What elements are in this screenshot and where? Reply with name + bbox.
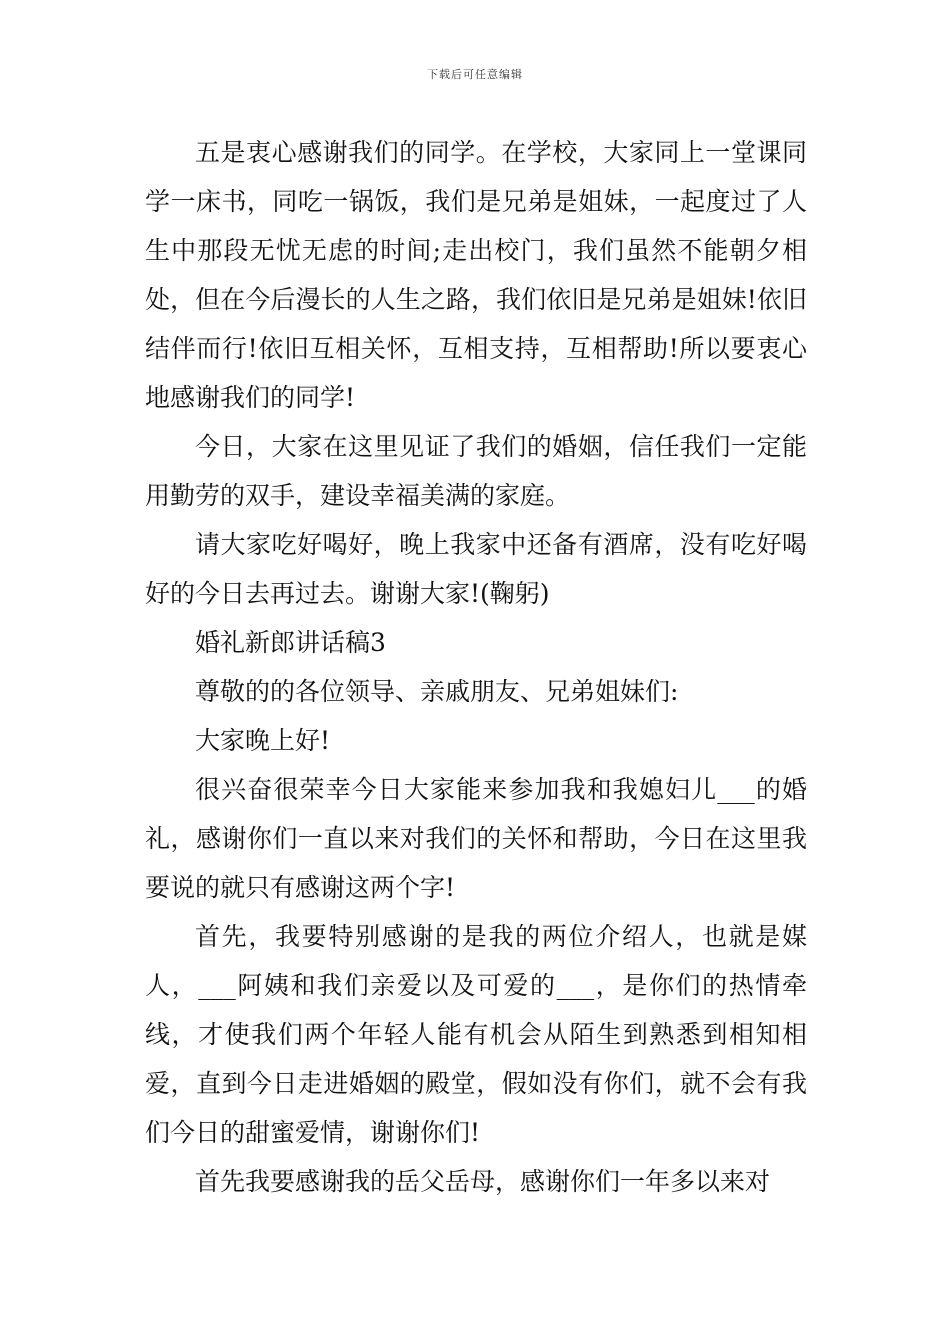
paragraph-thanks-classmates: 五是衷心感谢我们的同学。在学校，大家同上一堂课同学一床书，同吃一锅饭，我们是兄弟是姐妹，一起度过了人生中那段无忧无虑的时间;走出校门，我们虽然不能朝夕相处，但在今后漫长的人生之路，我们依旧是兄弟是姐妹!依旧结伴而行!依旧互相关怀，互相支持，互相帮助!所以要衷心地感谢我们的同学!: [145, 138, 807, 412]
paragraph-thanks-in-laws: 首先我要感谢我的岳父岳母，感谢你们一年多以来对: [195, 1167, 771, 1196]
section-heading: 婚礼新郎讲话稿3: [195, 628, 386, 657]
paragraph-thanks-matchmakers: 首先，我要特别感谢的是我的两位介绍人，也就是媒人，___阿姨和我们亲爱以及可爱的___，是你们的热情牵线，才使我们两个年轻人能有机会从陌生到熟悉到相知相爱，直到今日走进婚姻的殿堂，假如没有你们，就不会有我们今日的甜蜜爱情，谢谢你们!: [145, 922, 807, 1147]
paragraph-greeting: 大家晚上好!: [195, 726, 331, 755]
paragraph-gratitude: 很兴奋很荣幸今日大家能来参加我和我媳妇儿___的婚礼，感谢你们一直以来对我们的关怀和帮助，今日在这里我要说的就只有感谢这两个字!: [145, 775, 807, 902]
paragraph-salutation: 尊敬的的各位领导、亲戚朋友、兄弟姐妹们:: [195, 677, 679, 706]
paragraph-witness-marriage: 今日，大家在这里见证了我们的婚姻，信任我们一定能用勤劳的双手，建设幸福美满的家庭。: [145, 432, 807, 510]
paragraph-dinner-invitation: 请大家吃好喝好，晚上我家中还备有酒席，没有吃好喝好的今日去再过去。谢谢大家!(鞠躬): [145, 530, 807, 608]
page-header: 下载后可任意编辑: [427, 68, 523, 81]
document-body: [145, 128, 807, 1206]
